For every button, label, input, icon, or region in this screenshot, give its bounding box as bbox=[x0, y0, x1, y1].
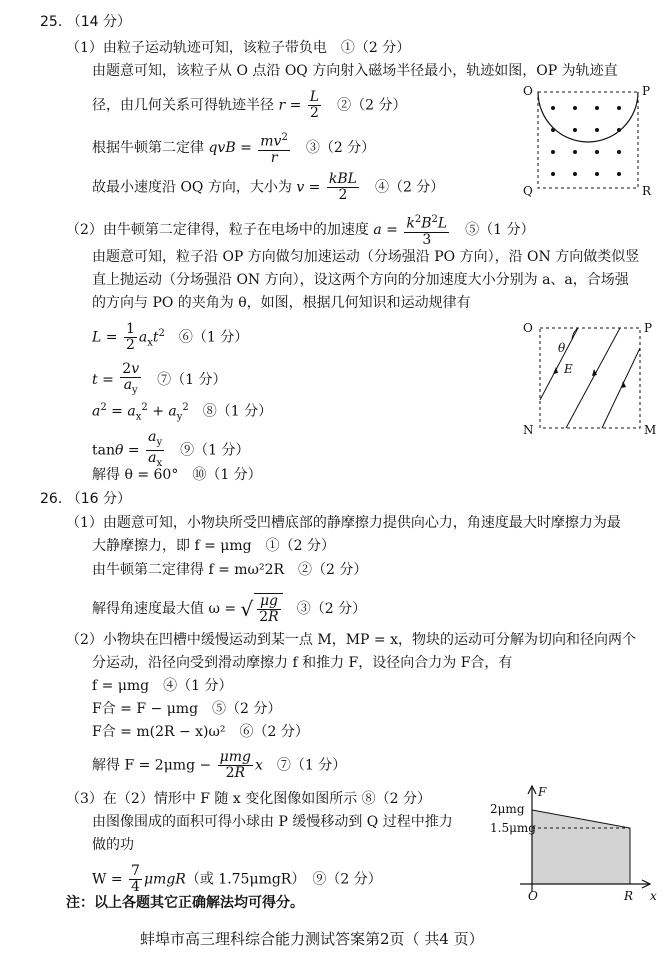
fig1-label-P: P bbox=[642, 84, 651, 98]
q26-header: 26. （16 分） bbox=[40, 491, 131, 507]
fig2-label-theta: θ bbox=[558, 341, 566, 355]
figure-electric-field bbox=[520, 318, 660, 438]
q26-part1-line1: （1）由题意可知，小物块所受凹槽底部的静摩擦力提供向心力，角速度最大时摩擦力为最 bbox=[66, 515, 621, 531]
fig1-label-R: R bbox=[642, 184, 652, 198]
fig1-label-Q: Q bbox=[523, 184, 533, 198]
q25-eq8: $a^2 = a_x^2 + a_y^2$ ⑧（1 分） bbox=[92, 402, 273, 423]
fig3-axis-x: x bbox=[650, 889, 657, 903]
q25-part1-line2: 由题意可知，该粒子从 O 点沿 OQ 方向射入磁场半径最小，轨迹如图，OP 为轨迹直 bbox=[92, 63, 618, 79]
q25-part1-newton: 根据牛顿第二定律 qvB = $\frac{mv^2}{r}$ ③（2 分） bbox=[92, 132, 376, 166]
fig2-label-P: P bbox=[644, 321, 653, 335]
page-footer: 蚌埠市高三理科综合能力测试答案第2页（ 共4 页） bbox=[140, 930, 484, 948]
fig2-label-E: E bbox=[564, 362, 573, 376]
q26-eq5: F合 = F − μmg ⑤（2 分） bbox=[92, 701, 282, 717]
fraction-mv2-over-r: $\frac{mv^2}{r}$ bbox=[260, 132, 288, 166]
fraction-L-over-2: $\frac{L}{2}$ bbox=[309, 89, 320, 121]
q25-header: 25. （14 分） bbox=[40, 14, 131, 30]
q25-part1-speed: 故最小速度沿 OQ 方向，大小为 v = $\frac{\text{kBL}}{2}$ ④（2 分） bbox=[92, 171, 445, 203]
q26-eq9: W = $\frac{7}{4}$ μmgR（或 1.75μmgR） ⑨（2 分） bbox=[92, 863, 382, 895]
q25-part2-accel: （2）由牛顿第二定律得，粒子在电场中的加速度 a = $\frac{k^2B^2L}{3}$ ⑤（1 分） bbox=[66, 214, 535, 248]
q26-part1-line3: 由牛顿第二定律得 f = mω²2R ②（2 分） bbox=[92, 562, 368, 578]
q25-part1-radius: 径，由几何关系可得轨迹半径 r = $\frac{L}{2}$ ②（2 分） bbox=[92, 89, 407, 121]
fig2-label-M: M bbox=[644, 423, 657, 437]
fig2-label-O: O bbox=[523, 321, 533, 335]
q26-part1-omega: 解得角速度最大值 ω = √ $\frac{\mu g}{2R}$ ③（2 分） bbox=[92, 593, 367, 625]
q26-part2-line2: 分运动，沿径向受到滑动摩擦力 f 和推力 F，设径向合力为 F合，有 bbox=[92, 655, 513, 671]
fraction-k2B2L-over-3: $\frac{k^2B^2L}{3}$ bbox=[406, 214, 448, 248]
q25-part2-line3: 直上抛运动（分场强沿 ON 方向），设这两个方向的分加速度大小分别为 a、a，合场强 bbox=[92, 272, 629, 288]
q26-part3-line3: 做的功 bbox=[92, 837, 134, 853]
fig3-label-2mumg: 2μmg bbox=[490, 802, 525, 816]
fig3-origin-O: O bbox=[528, 889, 538, 903]
q25-eq7: t = $\frac{2v}{a_y}$ ⑦（1 分） bbox=[92, 361, 227, 396]
fig3-axis-F: F bbox=[538, 785, 547, 799]
q25-eq10: 解得 θ = 60° ⑩（1 分） bbox=[92, 467, 262, 483]
q25-part2-line4: 的方向与 PO 的夹角为 θ，如图，根据几何知识和运动规律有 bbox=[92, 295, 471, 311]
fig2-label-N: N bbox=[523, 423, 534, 437]
q25-part1-line1: （1）由粒子运动轨迹可知，该粒子带负电 ①（2 分） bbox=[66, 40, 411, 56]
q26-note: 注：以上各题其它正确解法均可得分。 bbox=[66, 895, 304, 911]
fig1-label-O: O bbox=[523, 84, 533, 98]
figure-magnetic-field bbox=[520, 80, 660, 200]
q25-eq9: tanθ = $\frac{a_y}{a_x}$ ⑨（1 分） bbox=[92, 429, 250, 469]
q26-part2-line1: （2）小物块在凹槽中缓慢运动到某一点 M，MP = x，物块的运动可分解为切向和径向两个 bbox=[66, 632, 636, 648]
q26-eq4: f = μmg ④（1 分） bbox=[92, 678, 233, 694]
q26-part3-line1: （3）在（2）情形中 F 随 x 变化图像如图所示 ⑧（2 分） bbox=[66, 791, 432, 807]
q25-part2-line2: 由题意可知，粒子沿 OP 方向做匀加速运动（分场强沿 PO 方向），沿 ON 方向做类似竖 bbox=[92, 249, 640, 265]
fraction-kBL-over-2: $\frac{\text{kBL}}{2}$ bbox=[328, 171, 357, 203]
fig3-label-1-5mumg: 1.5μmg bbox=[490, 821, 536, 835]
q25-eq6: L = $\frac{1}{2}$ $a_xt^2$ ⑥（1 分） bbox=[92, 321, 249, 353]
q26-part1-line2: 大静摩擦力，即 f = μmg ①（2 分） bbox=[92, 538, 335, 554]
q26-eq6: F合 = m(2R − x)ω² ⑥（2 分） bbox=[92, 724, 309, 740]
figure-force-displacement-graph bbox=[490, 782, 660, 907]
q26-eq7: 解得 F = 2μmg − $\frac{\text{μmg}}{2R}$ x ⑦（1 分） bbox=[92, 749, 347, 781]
fig3-label-R: R bbox=[624, 889, 634, 903]
q26-part3-line2: 由图像围成的面积可得小球由 P 缓慢移动到 Q 过程中推力 bbox=[92, 814, 453, 830]
